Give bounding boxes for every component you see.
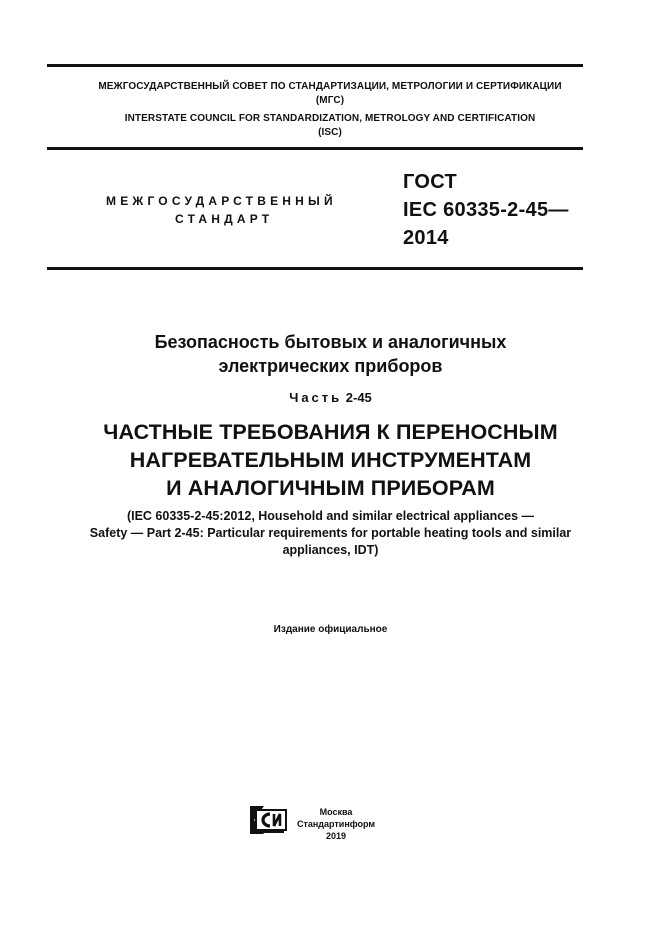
council-name-en: INTERSTATE COUNCIL FOR STANDARDIZATION, METROLOGY AND CERTIFICATION — [124, 113, 536, 124]
general-title-line1: Безопасность бытовых и аналогичных — [154, 332, 507, 352]
iec-reference-line3: appliances, IDT) — [282, 543, 379, 557]
standartinform-logo-icon — [248, 804, 290, 836]
part-number: 2-45 — [345, 390, 372, 405]
gost-designation-line3: 2014 — [403, 227, 449, 249]
standard-type-line1: МЕЖГОСУДАРСТВЕННЫЙ — [106, 194, 337, 208]
part-word: Часть — [289, 390, 343, 405]
council-name-ru: МЕЖГОСУДАРСТВЕННЫЙ СОВЕТ ПО СТАНДАРТИЗАЦИИ, МЕТРОЛОГИИ И СЕРТИФИКАЦИИ — [98, 81, 562, 92]
publisher-name: Стандартинформ — [296, 819, 376, 829]
specific-title-line2: НАГРЕВАТЕЛЬНЫМ ИНСТРУМЕНТАМ — [129, 448, 532, 472]
council-abbr-ru: (МГС) — [315, 95, 345, 106]
standard-type-line2: СТАНДАРТ — [175, 212, 274, 226]
edition-label: Издание официальное — [273, 624, 388, 635]
iec-reference-line2: Safety — Part 2-45: Particular requirements for portable heating tools and similar — [89, 526, 572, 540]
publisher-city: Москва — [319, 807, 353, 817]
gost-designation-line1: ГОСТ — [403, 171, 457, 193]
header-rule — [47, 147, 583, 150]
specific-title-line1: ЧАСТНЫЕ ТРЕБОВАНИЯ К ПЕРЕНОСНЫМ — [103, 420, 558, 444]
gost-designation-line2: IEC 60335-2-45— — [403, 199, 569, 221]
top-rule — [47, 64, 583, 67]
iec-reference-line1: (IEC 60335-2-45:2012, Household and similar electrical appliances — — [126, 509, 535, 523]
specific-title-line3: И АНАЛОГИЧНЫМ ПРИБОРАМ — [166, 476, 495, 500]
general-title-line2: электрических приборов — [218, 356, 443, 376]
part-heading — [0, 389, 661, 407]
designation-rule — [47, 267, 583, 270]
publisher-year: 2019 — [325, 831, 347, 841]
council-abbr-en: (ISC) — [318, 127, 342, 138]
